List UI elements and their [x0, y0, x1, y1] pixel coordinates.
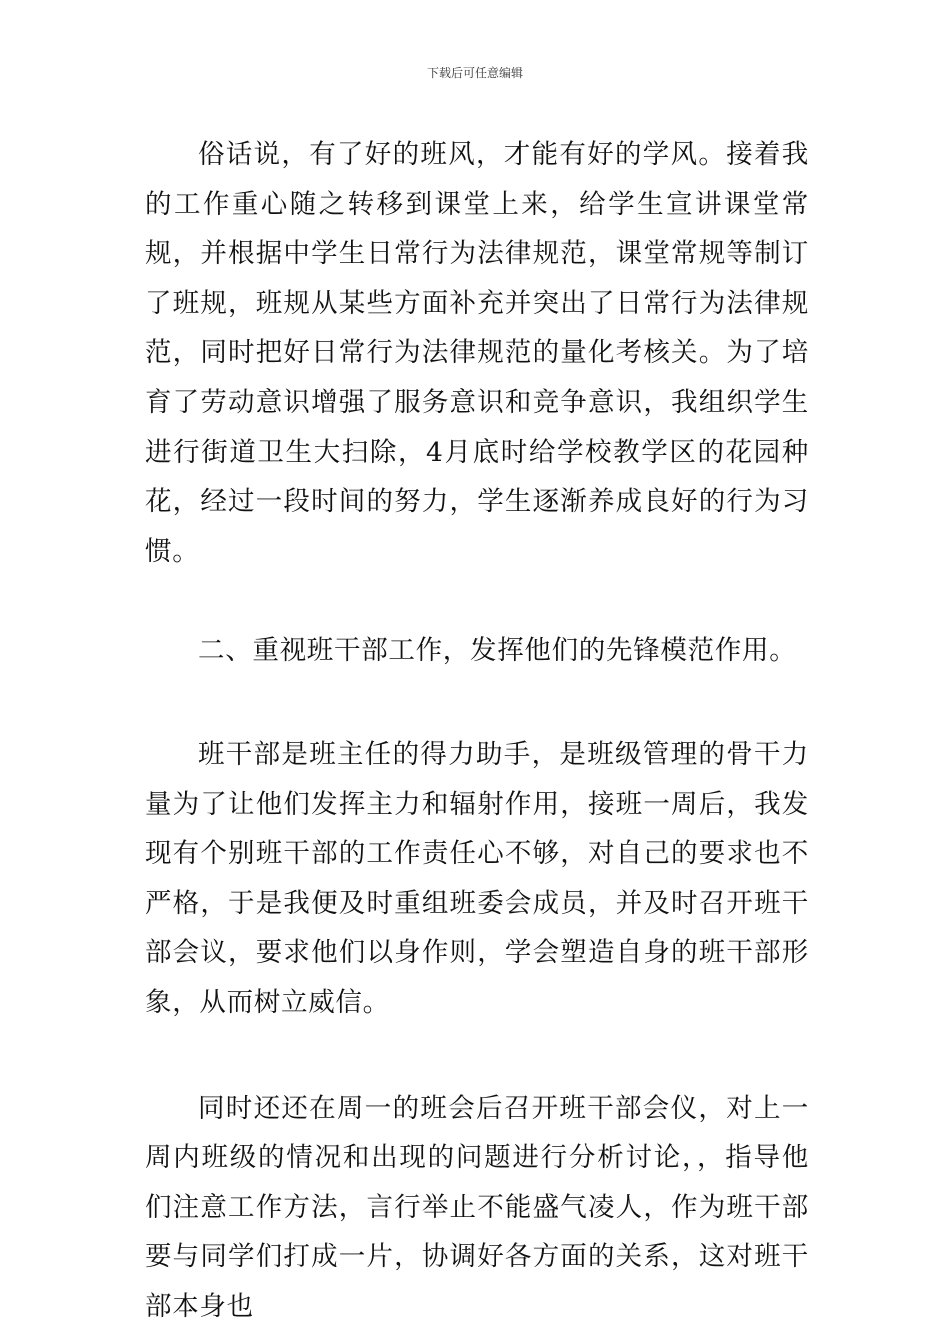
paragraph-class-rules: 俗话说，有了好的班风，才能有好的学风。接着我的工作重心随之转移到课堂上来，给学生宣讲课堂常规，并根据中学生日常行为法律规范，课堂常规等制订了班规，班规从某些方面补充并突出了日常行为法律规范，同时把好日常行为法律规范的量化考核关。为了培育了劳动意识增强了服务意识和竞争意识，我组织学生进行街道卫生大扫除，4月底时给学校教学区的花园种花，经过一段时间的努力，学生逐渐养成良好的行为习惯。 [145, 139, 809, 567]
paragraph-spacer [145, 576, 809, 626]
page-header-note: 下载后可任意编辑 [426, 66, 523, 80]
document-body [145, 130, 809, 1331]
section-heading-class-cadres: 二、重视班干部工作，发挥他们的先锋模范作用。 [198, 635, 797, 667]
paragraph-cadre-meeting: 同时还还在周一的班会后召开班干部会仪，对上一周内班级的情况和出现的问题进行分析讨论，，指导他们注意工作方法，言行举止不能盛气凌人，作为班干部要与同学们打成一片，协调好各方面的关系，这对班干部本身也 [145, 1092, 809, 1322]
paragraph-spacer [145, 676, 809, 730]
paragraph-class-cadres: 班干部是班主任的得力助手，是班级管理的骨干力量为了让他们发挥主力和辐射作用，接班一周后，我发现有个别班干部的工作责任心不够，对自己的要求也不严格，于是我便及时重组班委会成员，并及时召开班干部会议，要求他们以身作则，学会塑造自身的班干部形象，从而树立威信。 [145, 738, 809, 1018]
paragraph-spacer [145, 1028, 809, 1084]
